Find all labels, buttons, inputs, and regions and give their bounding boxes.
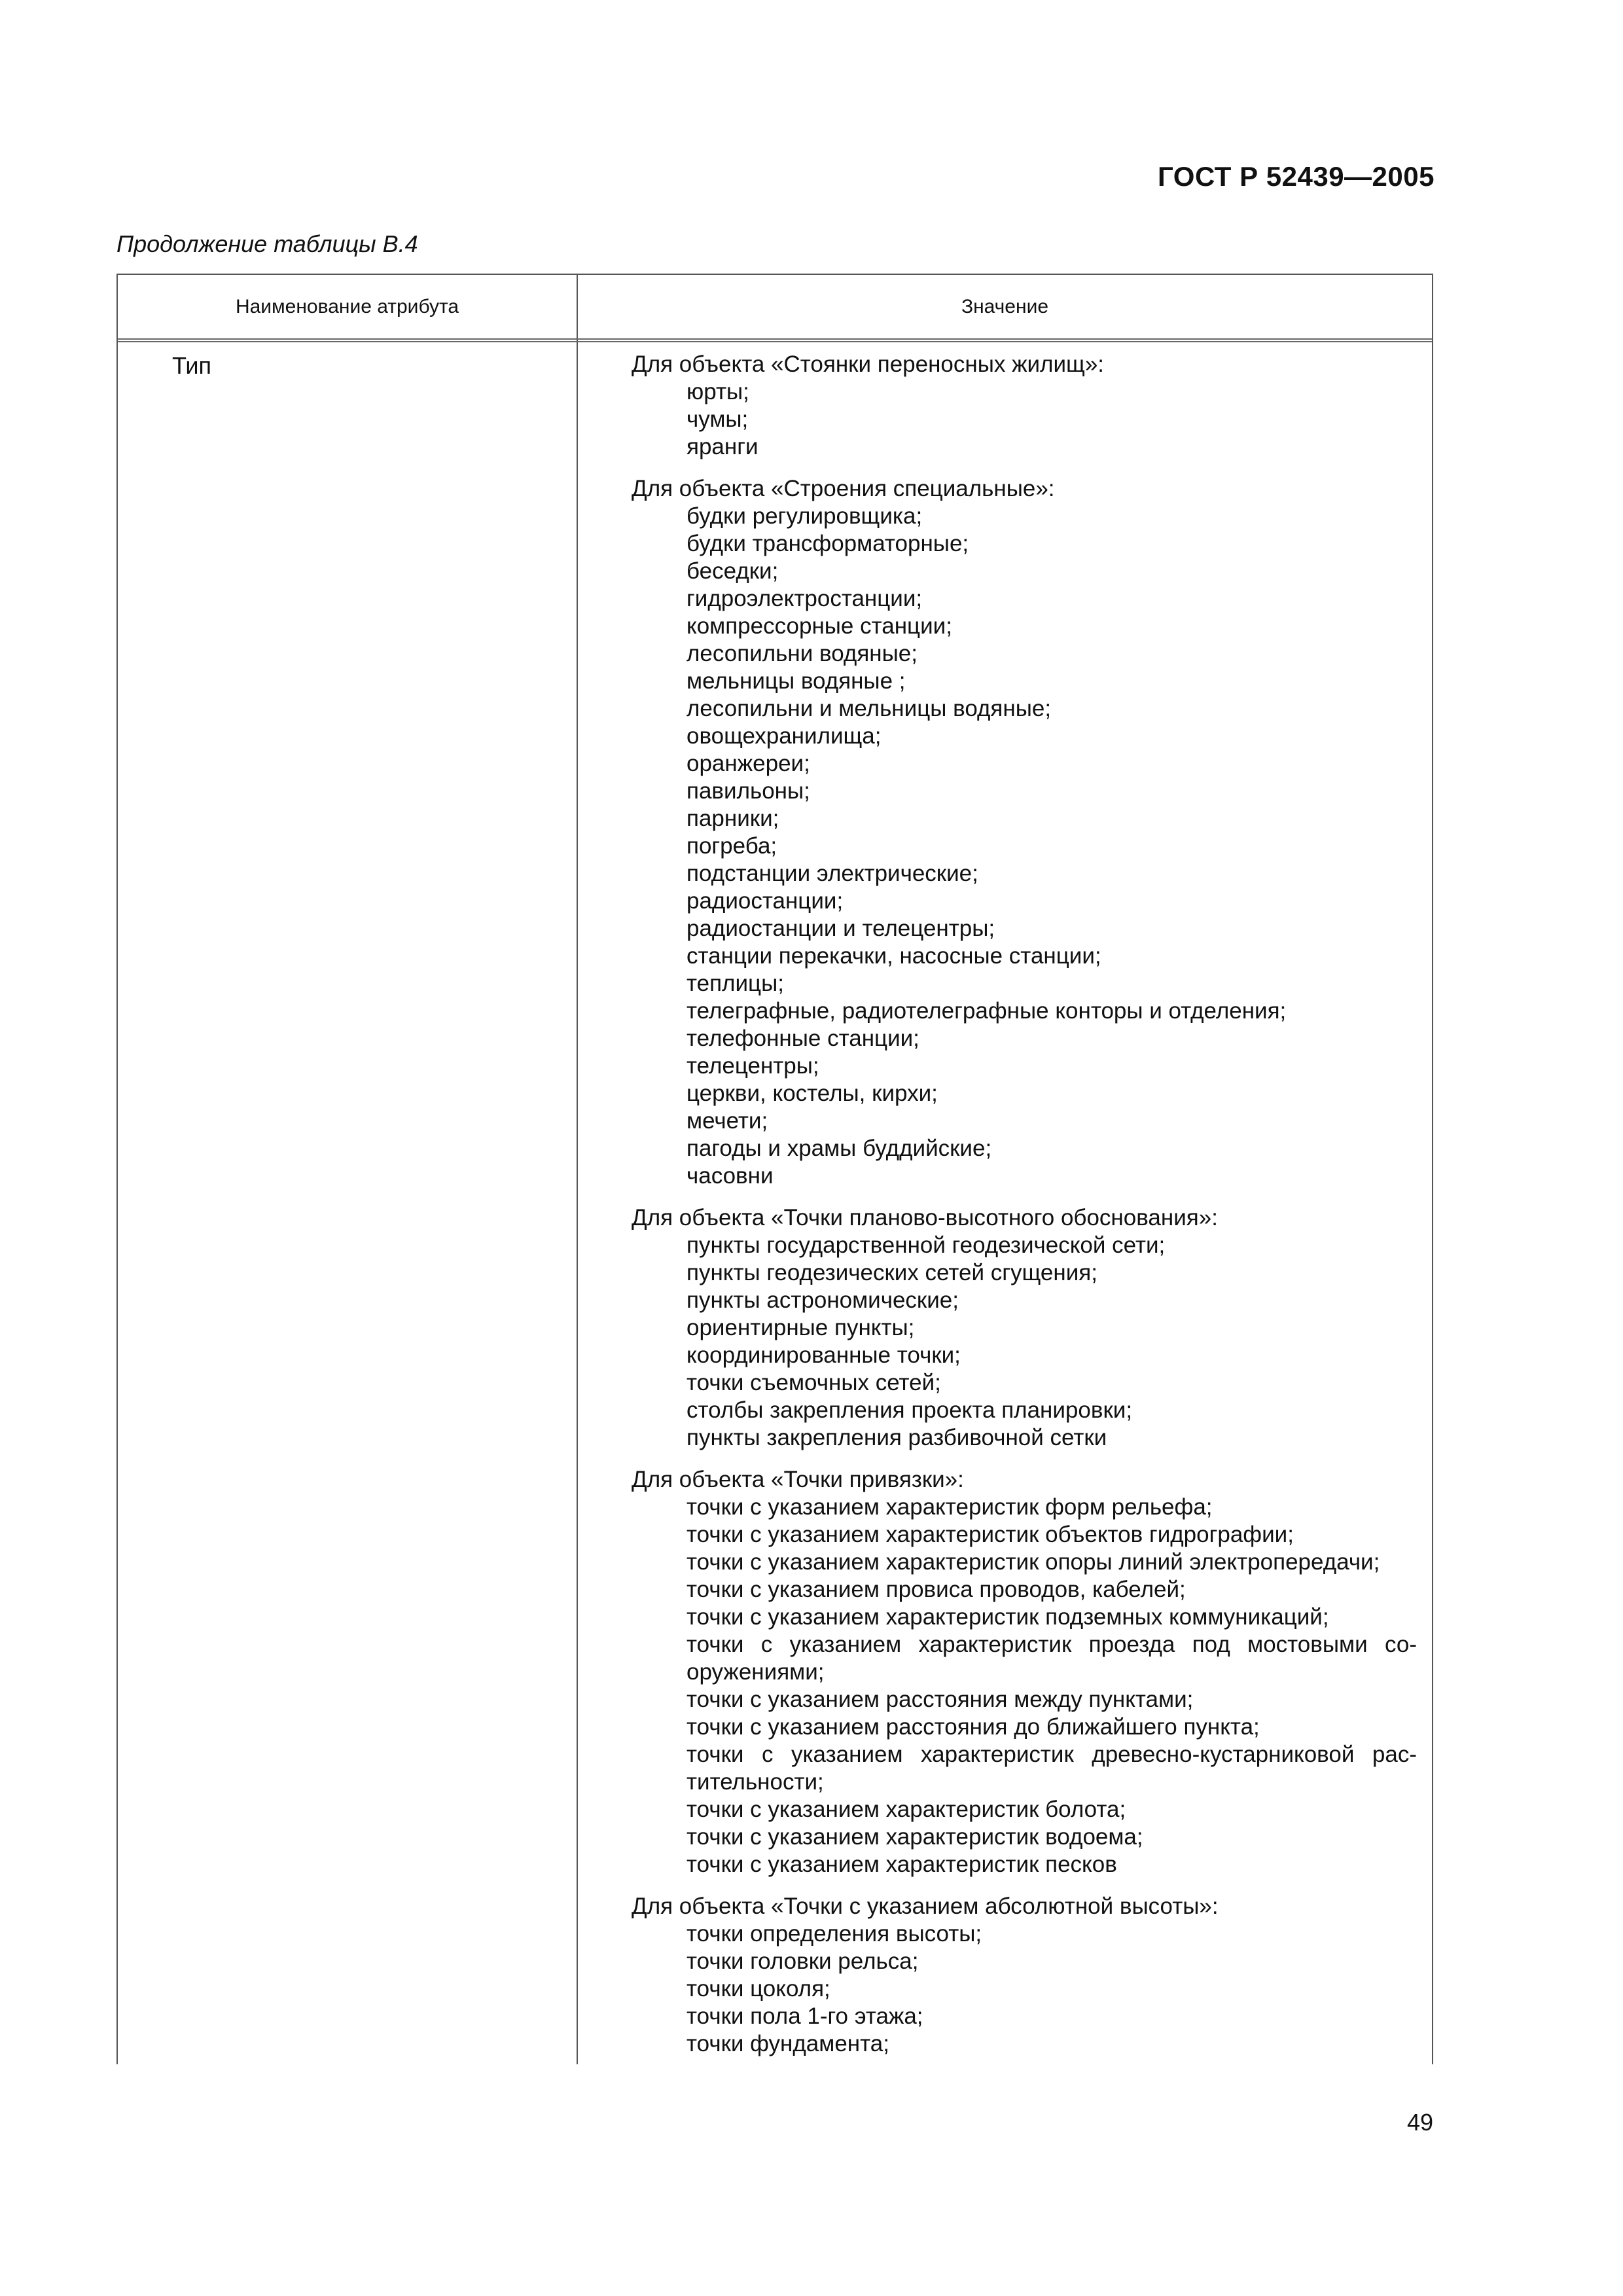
column-header-attribute: Наименование атрибута [235,296,459,317]
table-header-row [118,275,1432,342]
list-item: погреба; [687,833,777,859]
list-item: беседки; [687,558,779,584]
list-item: овощехранилища; [687,723,882,749]
list-item: точки цоколя; [687,1976,830,2001]
list-item: подстанции электрические; [687,861,978,886]
list-item: точки с указанием характеристик болота; [687,1797,1126,1822]
list-item: точки с указанием характеристик опоры линий электропередачи; [687,1549,1380,1575]
list-item: станции перекачки, насосные станции; [687,943,1101,969]
list-item: пагоды и храмы буддийские; [687,1136,992,1161]
list-item: точки с указанием характеристик подземных коммуникаций; [687,1604,1329,1630]
list-item: теплицы; [687,971,784,996]
list-item: точки с указанием провиса проводов, кабелей; [687,1577,1186,1602]
table-caption: Продолжение таблицы В.4 [116,230,418,257]
list-item: мечети; [687,1108,768,1134]
list-item: телефонные станции; [687,1026,919,1051]
list-item: мельницы водяные ; [687,668,906,694]
list-item: лесопильни и мельницы водяные; [687,696,1052,721]
group-title: Для объекта «Строения специальные»: [632,476,1055,501]
page-number: 49 [1406,2109,1433,2136]
list-item: пункты государственной геодезической сети; [687,1232,1166,1258]
list-item: парники; [687,806,779,831]
list-item: точки с указанием характеристик водоема; [687,1824,1143,1850]
list-item: точки головки рельса; [687,1948,919,1974]
value-cell [632,351,1417,2072]
list-item: точки с указанием характеристик объектов гидрографии; [687,1522,1294,1547]
list-item: пункты геодезических сетей сгущения; [687,1260,1097,1285]
attribute-table [116,274,1433,2064]
list-item: столбы закрепления проекта планировки; [687,1397,1133,1423]
list-item: лесопильни водяные; [687,641,918,666]
list-item: точки с указанием характеристик песков [687,1852,1117,1877]
list-item: телецентры; [687,1053,819,1079]
list-item: часовни [687,1163,774,1189]
list-item: пункты астрономические; [687,1287,959,1313]
list-item: юрты; [687,379,749,404]
list-item: телеграфные, радиотелеграфные конторы и отделения; [687,998,1287,1024]
value-group [632,351,1417,461]
list-item: точки с указанием расстояния между пунктами; [687,1687,1194,1712]
column-divider [577,275,578,2064]
list-item: компрессорные станции; [687,613,952,639]
list-item: церкви, костелы, кирхи; [687,1081,938,1106]
list-item: радиостанции; [687,888,844,914]
list-item: оранжереи; [687,751,810,776]
list-item: точки фундамента; [687,2031,889,2056]
list-item: ориентирные пункты; [687,1315,915,1340]
list-item: точки пола 1-го этажа; [687,2003,923,2029]
list-item: точки с указанием характеристик древесно-кустарниковой растительности; [687,1742,1417,1795]
list-item: пункты закрепления разбивочной сетки [687,1425,1107,1450]
value-group [632,475,1417,1190]
list-item: павильоны; [687,778,810,804]
list-item: чумы; [687,406,749,432]
list-item: будки трансформаторные; [687,531,969,556]
value-group [632,1466,1417,1878]
value-group [632,1204,1417,1452]
list-item: точки съемочных сетей; [687,1370,941,1395]
value-group [632,1893,1417,2058]
list-item: точки с указанием характеристик проезда под мостовыми сооружениями; [687,1632,1417,1685]
list-item: точки определения высоты; [687,1921,982,1946]
list-item: гидроэлектростанции; [687,586,923,611]
list-item: координированные точки; [687,1342,961,1368]
group-title: Для объекта «Стоянки переносных жилищ»: [632,351,1105,377]
column-header-value: Значение [961,296,1049,317]
list-item: радиостанции и телецентры; [687,916,995,941]
list-item: яранги [687,434,758,459]
document-header: ГОСТ Р 52439—2005 [1158,161,1435,192]
group-title: Для объекта «Точки планово-высотного обоснования»: [632,1205,1218,1230]
list-item: точки с указанием характеристик форм рельефа; [687,1494,1213,1520]
attribute-name-cell: Тип [172,352,212,379]
group-title: Для объекта «Точки привязки»: [632,1467,964,1492]
list-item: точки с указанием расстояния до ближайшего пункта; [687,1714,1260,1740]
list-item: будки регулировщика; [687,503,923,529]
group-title: Для объекта «Точки с указанием абсолютной высоты»: [632,1893,1219,1919]
